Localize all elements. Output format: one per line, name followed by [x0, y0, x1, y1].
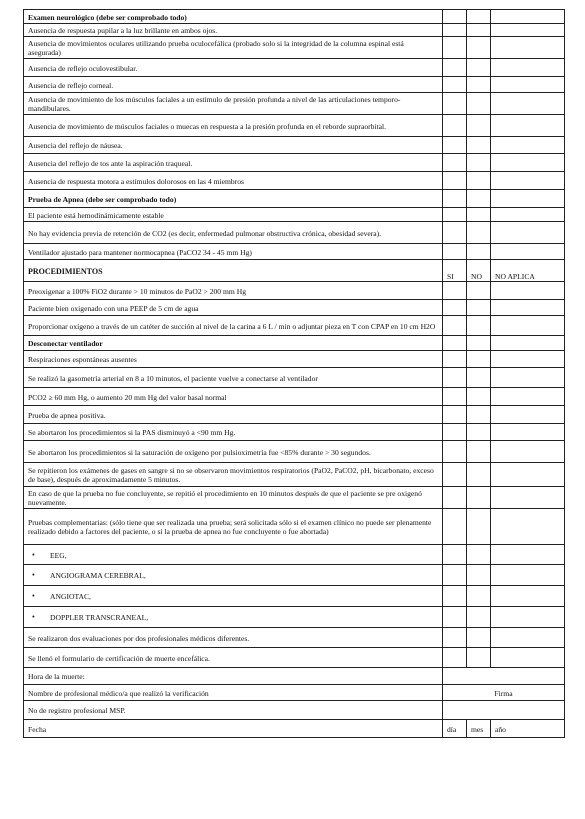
registry-label: No de registro profesional MSP.	[24, 701, 443, 720]
check-cell[interactable]	[491, 368, 565, 388]
check-cell[interactable]	[467, 509, 491, 545]
date-month[interactable]: mes	[467, 720, 491, 738]
death-time-row	[24, 668, 565, 685]
apnea-section-title: Prueba de Apnea (debe ser comprobado todo)	[24, 190, 443, 208]
bullet-icon: •	[32, 612, 35, 622]
check-cell[interactable]	[491, 441, 565, 463]
checklist-row	[24, 509, 565, 545]
date-label: Fecha	[24, 720, 443, 738]
check-cell[interactable]	[491, 172, 565, 190]
checklist-row	[24, 37, 565, 59]
death-time-field[interactable]	[443, 668, 565, 685]
row-label: Ausencia de reflejo oculovestibular.	[24, 59, 443, 77]
bullet-row	[24, 607, 565, 628]
check-cell[interactable]	[467, 336, 491, 351]
check-cell[interactable]	[467, 463, 491, 487]
check-cell[interactable]	[467, 388, 491, 406]
death-time-label: Hora de la muerte:	[24, 668, 443, 685]
check-cell[interactable]	[443, 154, 467, 172]
check-cell[interactable]	[491, 648, 565, 668]
check-cell[interactable]	[491, 351, 565, 368]
check-cell[interactable]	[491, 244, 565, 260]
check-cell[interactable]	[443, 282, 467, 300]
date-row	[24, 720, 565, 738]
check-cell[interactable]	[467, 586, 491, 607]
checklist-row	[24, 172, 565, 190]
checklist-row	[24, 463, 565, 487]
row-label: Ventilador ajustado para mantener normocapnea (PaCO2 34 - 45 mm Hg)	[24, 244, 443, 260]
check-cell[interactable]	[443, 300, 467, 316]
check-cell[interactable]	[467, 282, 491, 300]
check-cell[interactable]	[443, 463, 467, 487]
row-label: Pruebas complementarias: (sólo tiene que ser realizada una prueba; será solicitada sólo si el examen clínico no puede ser plenamente realizado debido a factores del paciente, o si la prueba de apnea no fue concluyente o fue abortada)	[24, 509, 443, 545]
checklist-row	[24, 316, 565, 336]
check-cell[interactable]	[491, 406, 565, 424]
check-cell[interactable]	[491, 154, 565, 172]
check-cell[interactable]	[443, 172, 467, 190]
check-cell[interactable]	[443, 509, 467, 545]
check-cell[interactable]	[491, 565, 565, 586]
check-cell[interactable]	[467, 93, 491, 115]
check-cell[interactable]	[443, 424, 467, 441]
check-cell[interactable]	[443, 406, 467, 424]
row-label: Preoxigenar a 100% FiO2 durante > 10 minutos de PaO2 > 200 mm Hg	[24, 282, 443, 300]
neuro-header-row	[24, 10, 565, 24]
check-cell[interactable]	[491, 628, 565, 648]
check-cell[interactable]	[467, 222, 491, 244]
row-label: Ausencia del reflejo de náusea.	[24, 137, 443, 154]
check-cell[interactable]	[467, 37, 491, 59]
check-cell[interactable]	[491, 282, 565, 300]
checklist-row	[24, 424, 565, 441]
bullet-row	[24, 545, 565, 565]
check-cell[interactable]	[491, 545, 565, 565]
check-cell[interactable]	[467, 59, 491, 77]
check-cell[interactable]	[443, 565, 467, 586]
check-cell[interactable]	[491, 509, 565, 545]
row-label: Prueba de apnea positiva.	[24, 406, 443, 424]
check-cell[interactable]	[491, 463, 565, 487]
row-label: Se realizó la gasometría arterial en 8 a 10 minutos, el paciente vuelve a conectarse al ventilador	[24, 368, 443, 388]
row-label: Ausencia de movimiento de músculos faciales o muecas en respuesta a la presión profunda en el reborde supraorbital.	[24, 115, 443, 137]
check-cell[interactable]	[467, 351, 491, 368]
row-label: Se llenó el formulario de certificación de muerte encefálica.	[24, 648, 443, 668]
check-cell[interactable]	[443, 222, 467, 244]
check-cell[interactable]	[467, 316, 491, 336]
checklist-row	[24, 628, 565, 648]
check-cell[interactable]	[491, 336, 565, 351]
check-cell[interactable]	[467, 154, 491, 172]
check-cell[interactable]	[467, 607, 491, 628]
checklist-row	[24, 648, 565, 668]
check-cell[interactable]	[491, 115, 565, 137]
check-cell[interactable]	[467, 77, 491, 93]
checklist-row	[24, 222, 565, 244]
checklist-row	[24, 351, 565, 368]
check-cell[interactable]	[491, 388, 565, 406]
check-cell[interactable]	[443, 388, 467, 406]
check-cell[interactable]	[443, 607, 467, 628]
bullet-label: DOPPLER TRANSCRANEAL,	[50, 613, 149, 622]
check-cell[interactable]	[467, 648, 491, 668]
registry-row	[24, 701, 565, 720]
neuro-section-title: Examen neurológico (debe ser comprobado todo)	[24, 10, 443, 24]
check-cell[interactable]	[491, 190, 565, 208]
check-cell[interactable]	[467, 406, 491, 424]
row-label: Ausencia de respuesta motora a estímulos dolorosos en las 4 miembros	[24, 172, 443, 190]
check-cell[interactable]	[491, 93, 565, 115]
check-cell[interactable]	[467, 565, 491, 586]
disconnect-row	[24, 336, 565, 351]
check-cell[interactable]	[443, 351, 467, 368]
physician-name-row	[24, 685, 565, 701]
check-cell[interactable]	[491, 586, 565, 607]
check-cell[interactable]	[467, 487, 491, 509]
signature-label: Firma	[443, 685, 565, 701]
bullet-label: EEG,	[50, 550, 67, 560]
checklist-row	[24, 77, 565, 93]
check-cell[interactable]	[491, 37, 565, 59]
check-cell[interactable]	[443, 190, 467, 208]
checklist-row	[24, 487, 565, 509]
check-cell[interactable]	[443, 316, 467, 336]
checklist-row	[24, 368, 565, 388]
row-label: Se realizaron dos evaluaciones por dos profesionales médicos diferentes.	[24, 628, 443, 648]
check-cell[interactable]	[467, 24, 491, 37]
row-label: Paciente bien oxigenado con una PEEP de 5 cm de agua	[24, 300, 443, 316]
checklist-row	[24, 388, 565, 406]
bullet-label: ANGIOGRAMA CEREBRAL,	[50, 571, 146, 580]
check-cell[interactable]	[491, 137, 565, 154]
checklist-row	[24, 208, 565, 222]
check-cell[interactable]	[467, 441, 491, 463]
check-cell[interactable]	[443, 93, 467, 115]
check-cell[interactable]	[491, 222, 565, 244]
check-cell[interactable]	[443, 586, 467, 607]
bullet-row	[24, 586, 565, 607]
apnea-header-row	[24, 190, 565, 208]
row-label: Ausencia de reflejo corneal.	[24, 77, 443, 93]
check-cell[interactable]	[443, 244, 467, 260]
row-label: Proporcionar oxígeno a través de un catéter de succión al nivel de la carina a 6 L / min o adjuntar pieza en T con CPAP en 10 cm H2O	[24, 316, 443, 336]
check-cell[interactable]	[443, 368, 467, 388]
check-cell[interactable]	[491, 424, 565, 441]
procedures-header-row	[24, 260, 565, 282]
bullet-icon: •	[32, 591, 35, 601]
registry-field[interactable]	[443, 701, 565, 720]
row-label: PCO2 ≥ 60 mm Hg, o aumento 20 mm Hg del valor basal normal	[24, 388, 443, 406]
checklist-row	[24, 24, 565, 37]
check-cell[interactable]	[443, 648, 467, 668]
check-cell[interactable]	[491, 77, 565, 93]
check-cell[interactable]	[467, 368, 491, 388]
check-cell[interactable]	[443, 77, 467, 93]
check-cell[interactable]	[443, 59, 467, 77]
checklist-row	[24, 154, 565, 172]
checklist-row	[24, 300, 565, 316]
check-cell[interactable]	[491, 24, 565, 37]
check-cell[interactable]	[467, 424, 491, 441]
check-cell[interactable]	[491, 607, 565, 628]
check-cell[interactable]	[467, 300, 491, 316]
check-cell[interactable]	[467, 628, 491, 648]
checklist-row	[24, 59, 565, 77]
check-cell[interactable]	[443, 628, 467, 648]
check-cell[interactable]	[443, 441, 467, 463]
row-label: El paciente está hemodinámicamente estable	[24, 208, 443, 222]
check-cell[interactable]	[467, 172, 491, 190]
check-cell[interactable]	[491, 208, 565, 222]
checklist-sheet	[23, 9, 564, 738]
check-cell[interactable]	[443, 208, 467, 222]
check-cell[interactable]	[491, 300, 565, 316]
date-year[interactable]: año	[491, 720, 565, 738]
row-label: Se abortaron los procedimientos si la saturación de oxígeno por pulsioximetría fue <85% durante > 30 segundos.	[24, 441, 443, 463]
checklist-table	[23, 9, 565, 738]
row-label: No hay evidencia previa de retención de CO2 (es decir, enfermedad pulmonar obstructiva crónica, obesidad severa).	[24, 222, 443, 244]
check-cell[interactable]	[467, 10, 491, 24]
row-label: Ausencia de movimiento de los músculos faciales a un estímulo de presión profunda a nivel de las articulaciones temporo-mandibulares.	[24, 93, 443, 115]
check-cell[interactable]	[443, 115, 467, 137]
row-label: En caso de que la prueba no fue concluyente, se repitió el procedimiento en 10 minutos después de que el paciente se pre oxigenó nuevamente.	[24, 487, 443, 509]
date-day[interactable]: día	[443, 720, 467, 738]
check-cell[interactable]	[443, 10, 467, 24]
checklist-row	[24, 115, 565, 137]
col-header-si: SI	[443, 260, 467, 282]
check-cell[interactable]	[467, 115, 491, 137]
check-cell[interactable]	[443, 545, 467, 565]
check-cell[interactable]	[467, 244, 491, 260]
bullet-icon: •	[32, 570, 35, 580]
procedures-title: PROCEDIMIENTOS	[24, 260, 443, 282]
row-label: Ausencia de respuesta pupilar a la luz brillante en ambos ojos.	[24, 24, 443, 37]
check-cell[interactable]	[443, 24, 467, 37]
check-cell[interactable]	[467, 190, 491, 208]
check-cell[interactable]	[443, 487, 467, 509]
col-header-no-aplica: NO APLICA	[491, 260, 565, 282]
check-cell[interactable]	[443, 37, 467, 59]
checklist-row	[24, 93, 565, 115]
row-label: Ausencia del reflejo de tos ante la aspiración traqueal.	[24, 154, 443, 172]
row-label: Ausencia de movimientos oculares utilizando prueba oculocefálica (probado solo si la integridad de la columna espinal está asegurada)	[24, 37, 443, 59]
check-cell[interactable]	[491, 487, 565, 509]
bullet-icon: •	[32, 550, 35, 559]
checklist-row	[24, 137, 565, 154]
col-header-no: NO	[467, 260, 491, 282]
checklist-row	[24, 244, 565, 260]
row-label: Respiraciones espontáneas ausentes	[24, 351, 443, 368]
disconnect-label: Desconectar ventilador	[24, 336, 443, 351]
checklist-row	[24, 406, 565, 424]
checklist-row	[24, 282, 565, 300]
check-cell[interactable]	[491, 10, 565, 24]
checklist-row	[24, 441, 565, 463]
check-cell[interactable]	[443, 336, 467, 351]
check-cell[interactable]	[467, 545, 491, 565]
check-cell[interactable]	[443, 137, 467, 154]
check-cell[interactable]	[467, 137, 491, 154]
row-label: Se abortaron los procedimientos si la PAS disminuyó a <90 mm Hg.	[24, 424, 443, 441]
bullet-row	[24, 565, 565, 586]
check-cell[interactable]	[491, 59, 565, 77]
check-cell[interactable]	[467, 208, 491, 222]
row-label: Se repitieron los exámenes de gases en sangre si no se observaron movimientos respiratorios (PaO2, PaCO2, pH, bicarbonato, exceso de base), después de aproximadamente 5 minutos.	[24, 463, 443, 487]
check-cell[interactable]	[491, 316, 565, 336]
physician-name-label: Nombre de profesional médico/a que realizó la verificación	[24, 685, 443, 701]
bullet-label: ANGIOTAC,	[50, 592, 91, 601]
